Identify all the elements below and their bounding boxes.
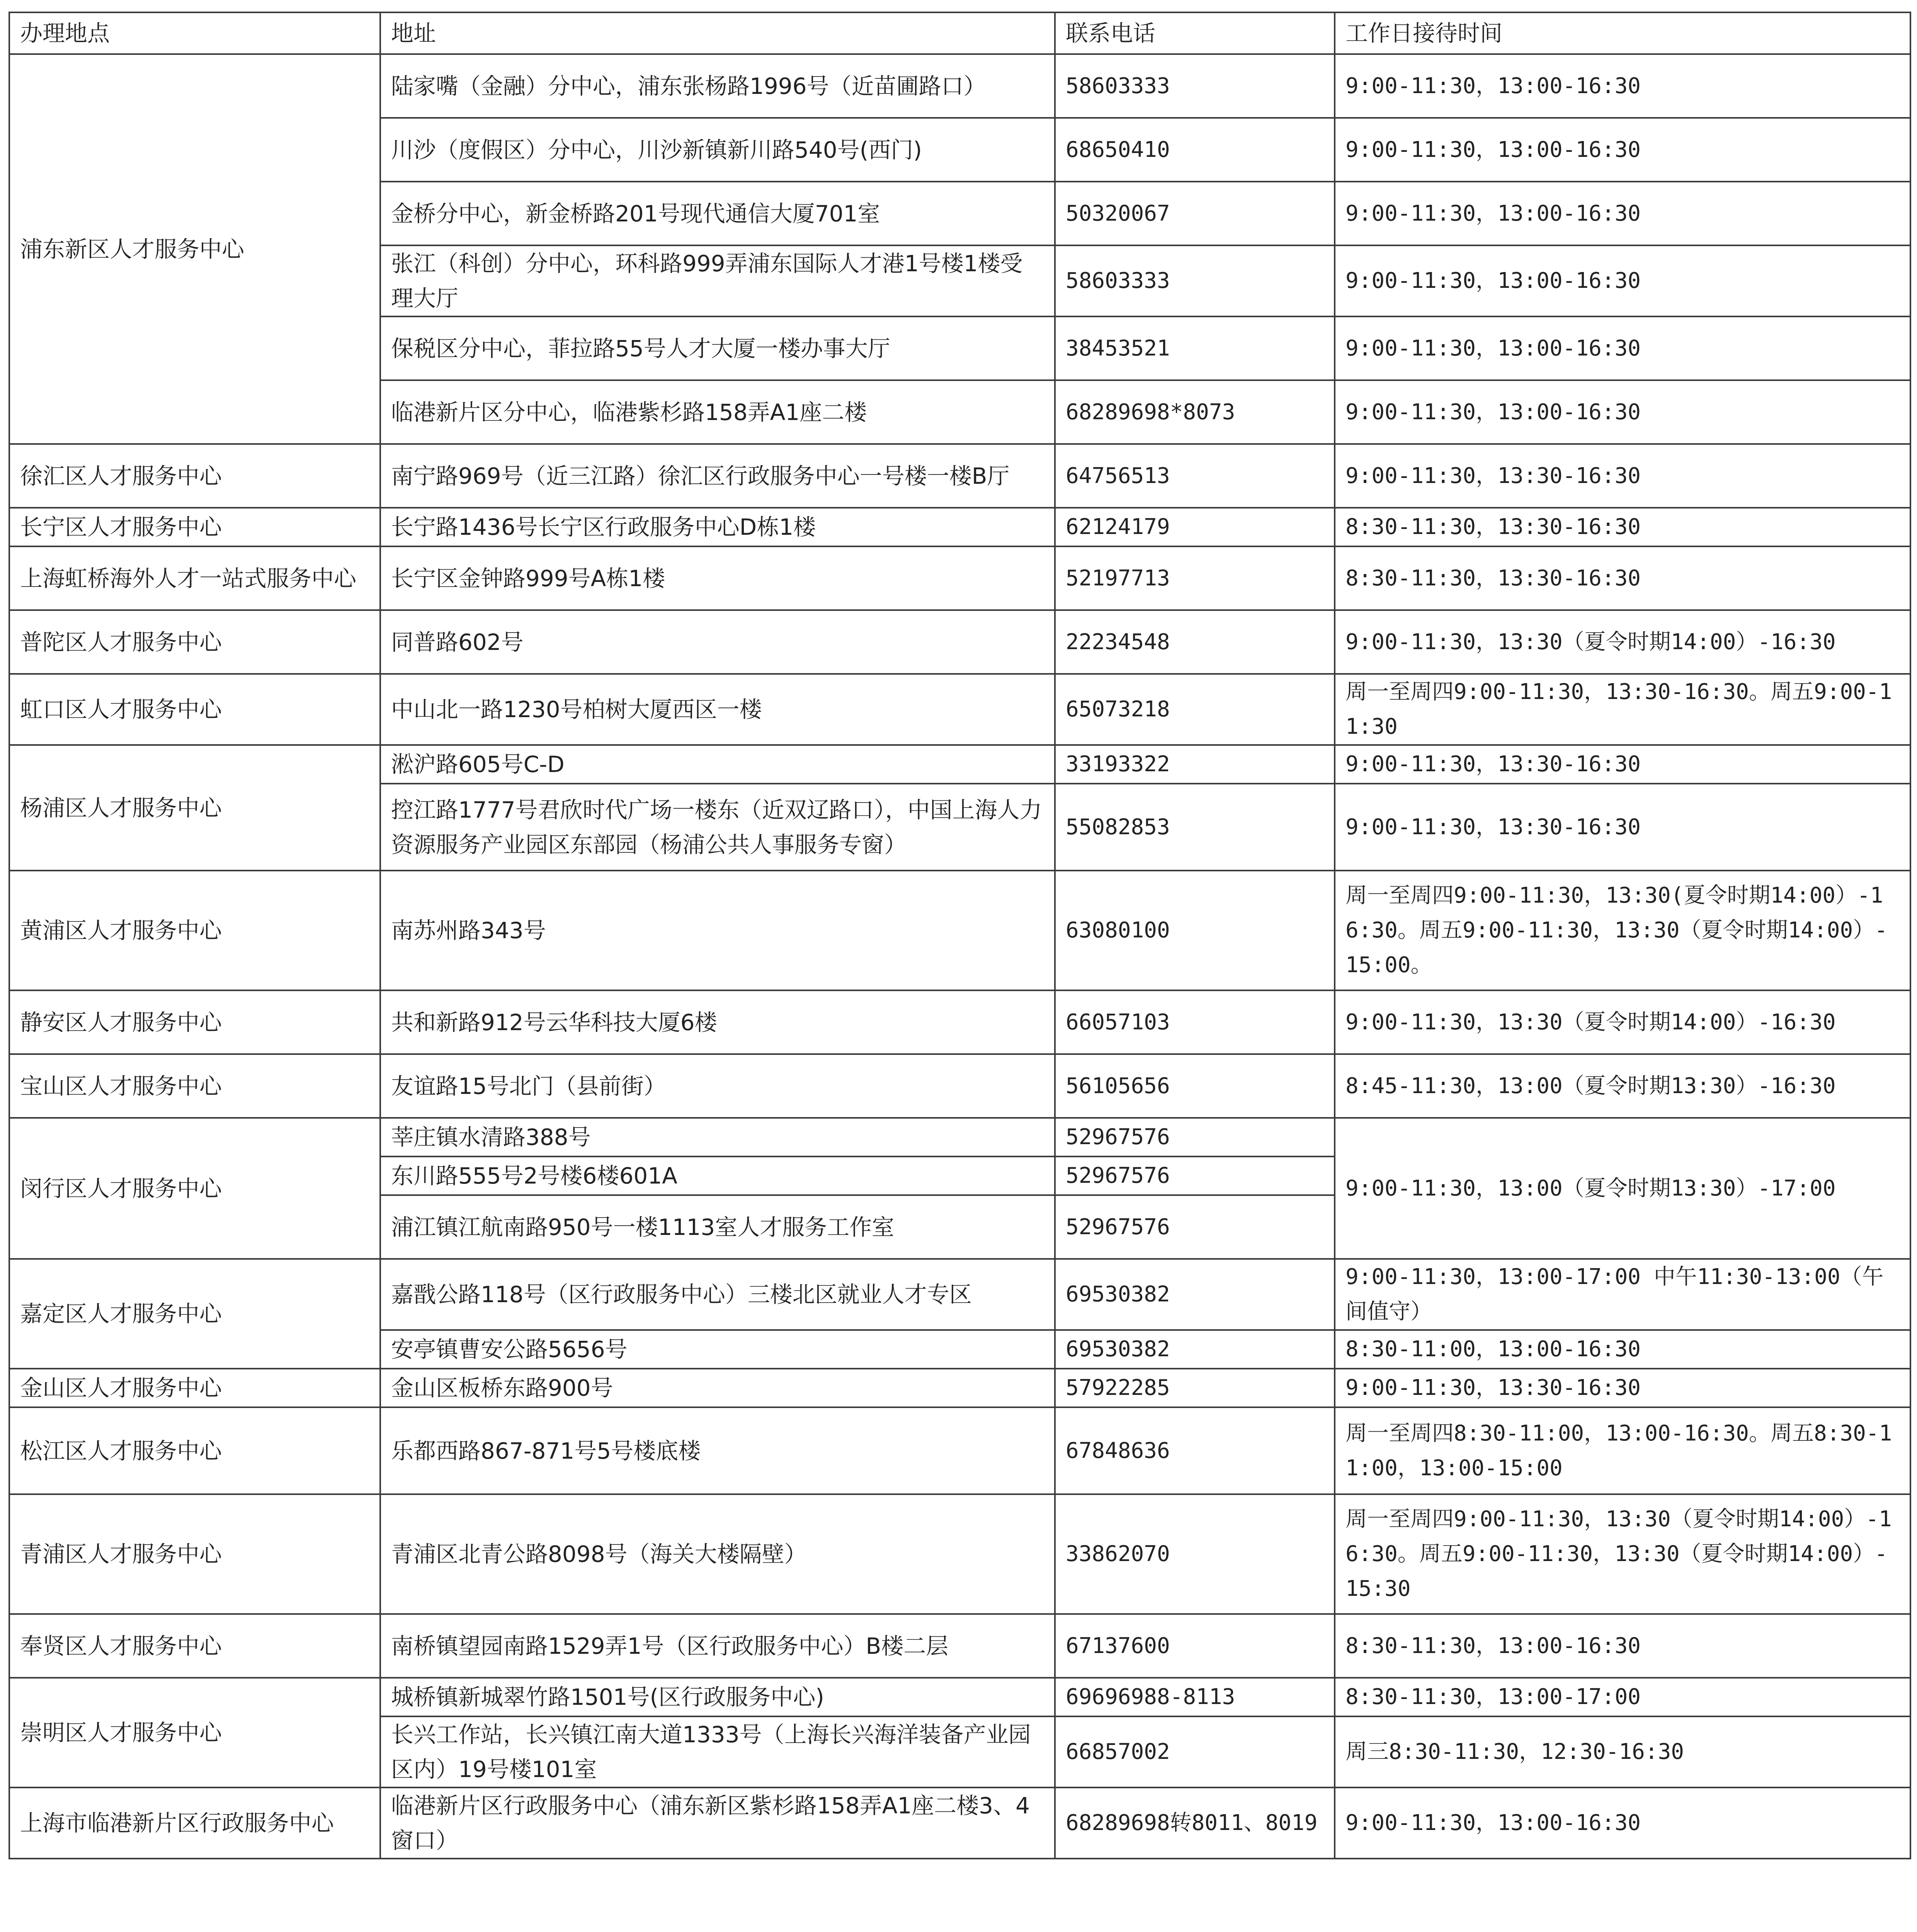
address-cell: 安亭镇曹安公路5656号 [380,1330,1055,1369]
address-cell: 莘庄镇水清路388号 [380,1118,1055,1156]
address-cell: 临港新片区行政服务中心（浦东新区紫杉路158弄A1座二楼3、4窗口） [380,1787,1055,1859]
hours-cell: 8:30-11:30，13:00-17:00 [1335,1678,1910,1716]
service-center-table [9,12,1911,1859]
location-cell: 徐汇区人才服务中心 [9,444,380,508]
hours-cell: 8:30-11:00，13:00-16:30 [1335,1330,1910,1369]
hours-cell: 9:00-11:30，13:00-16:30 [1335,245,1910,316]
location-cell: 静安区人才服务中心 [9,990,380,1054]
table-row [9,1369,1910,1407]
table-row [9,546,1910,610]
header-address: 地址 [380,12,1055,54]
address-cell: 同普路602号 [380,610,1055,674]
address-cell: 张江（科创）分中心，环科路999弄浦东国际人才港1号楼1楼受理大厅 [380,245,1055,316]
hours-cell: 9:00-11:30，13:30-16:30 [1335,1369,1910,1407]
phone-cell: 63080100 [1055,871,1335,990]
table-row [9,745,1910,784]
location-cell: 崇明区人才服务中心 [9,1678,380,1787]
phone-cell: 52197713 [1055,546,1335,610]
table-row [9,674,1910,745]
phone-cell: 67137600 [1055,1614,1335,1678]
phone-cell: 33862070 [1055,1494,1335,1614]
hours-cell: 8:30-11:30，13:30-16:30 [1335,546,1910,610]
location-cell: 闵行区人才服务中心 [9,1118,380,1259]
address-cell: 临港新片区分中心，临港紫杉路158弄A1座二楼 [380,380,1055,444]
address-cell: 中山北一路1230号柏树大厦西区一楼 [380,674,1055,745]
hours-cell: 9:00-11:30，13:30-16:30 [1335,784,1910,871]
table-row [9,1678,1910,1716]
location-cell: 虹口区人才服务中心 [9,674,380,745]
phone-cell: 52967576 [1055,1156,1335,1195]
location-cell: 上海虹桥海外人才一站式服务中心 [9,546,380,610]
address-cell: 长兴工作站，长兴镇江南大道1333号（上海长兴海洋装备产业园区内）19号楼101室 [380,1716,1055,1787]
address-cell: 保税区分中心，菲拉路55号人才大厦一楼办事大厅 [380,316,1055,380]
hours-cell: 9:00-11:30，13:00（夏令时期13:30）-17:00 [1335,1118,1910,1259]
table-row [9,1118,1910,1156]
address-cell: 共和新路912号云华科技大厦6楼 [380,990,1055,1054]
address-cell: 青浦区北青公路8098号（海关大楼隔壁） [380,1494,1055,1614]
address-cell: 长宁路1436号长宁区行政服务中心D栋1楼 [380,508,1055,546]
hours-cell: 9:00-11:30，13:30-16:30 [1335,444,1910,508]
phone-cell: 58603333 [1055,245,1335,316]
hours-cell: 8:30-11:30，13:00-16:30 [1335,1614,1910,1678]
table-row [9,1259,1910,1330]
location-cell: 浦东新区人才服务中心 [9,54,380,444]
hours-cell: 周一至周四9:00-11:30，13:30(夏令时期14:00）-16:30。周五9:00-11:30，13:30（夏令时期14:00）-15:00。 [1335,871,1910,990]
table-row [9,1614,1910,1678]
hours-cell: 9:00-11:30，13:00-16:30 [1335,54,1910,118]
location-cell: 普陀区人才服务中心 [9,610,380,674]
hours-cell: 9:00-11:30，13:00-16:30 [1335,182,1910,245]
address-cell: 淞沪路605号C-D [380,745,1055,784]
hours-cell: 9:00-11:30，13:30（夏令时期14:00）-16:30 [1335,990,1910,1054]
hours-cell: 9:00-11:30，13:00-16:30 [1335,380,1910,444]
address-cell: 长宁区金钟路999号A栋1楼 [380,546,1055,610]
address-cell: 嘉戬公路118号（区行政服务中心）三楼北区就业人才专区 [380,1259,1055,1330]
location-cell: 青浦区人才服务中心 [9,1494,380,1614]
phone-cell: 69696988-8113 [1055,1678,1335,1716]
location-cell: 宝山区人才服务中心 [9,1054,380,1118]
address-cell: 南苏州路343号 [380,871,1055,990]
phone-cell: 68650410 [1055,118,1335,182]
location-cell: 杨浦区人才服务中心 [9,745,380,871]
address-cell: 川沙（度假区）分中心，川沙新镇新川路540号(西门) [380,118,1055,182]
location-cell: 松江区人才服务中心 [9,1407,380,1494]
phone-cell: 65073218 [1055,674,1335,745]
table-row [9,610,1910,674]
hours-cell: 9:00-11:30，13:00-16:30 [1335,118,1910,182]
phone-cell: 56105656 [1055,1054,1335,1118]
hours-cell: 8:45-11:30，13:00（夏令时期13:30）-16:30 [1335,1054,1910,1118]
phone-cell: 68289698转8011、8019 [1055,1787,1335,1859]
hours-cell: 9:00-11:30，13:00-17:00 中午11:30-13:00（午间值守） [1335,1259,1910,1330]
table-body [9,54,1910,1859]
address-cell: 浦江镇江航南路950号一楼1113室人才服务工作室 [380,1195,1055,1259]
table-row [9,1787,1910,1859]
hours-cell: 9:00-11:30，13:00-16:30 [1335,1787,1910,1859]
hours-cell: 周一至周四9:00-11:30，13:30（夏令时期14:00）-16:30。周五9:00-11:30，13:30（夏令时期14:00）-15:30 [1335,1494,1910,1614]
phone-cell: 55082853 [1055,784,1335,871]
address-cell: 南宁路969号（近三江路）徐汇区行政服务中心一号楼一楼B厅 [380,444,1055,508]
table-row [9,508,1910,546]
phone-cell: 66857002 [1055,1716,1335,1787]
address-cell: 城桥镇新城翠竹路1501号(区行政服务中心) [380,1678,1055,1716]
phone-cell: 52967576 [1055,1195,1335,1259]
address-cell: 乐都西路867-871号5号楼底楼 [380,1407,1055,1494]
table-row [9,871,1910,990]
address-cell: 控江路1777号君欣时代广场一楼东（近双辽路口），中国上海人力资源服务产业园区东部园（杨浦公共人事服务专窗） [380,784,1055,871]
header-location: 办理地点 [9,12,380,54]
address-cell: 友谊路15号北门（县前街） [380,1054,1055,1118]
phone-cell: 58603333 [1055,54,1335,118]
location-cell: 金山区人才服务中心 [9,1369,380,1407]
location-cell: 奉贤区人才服务中心 [9,1614,380,1678]
hours-cell: 9:00-11:30，13:00-16:30 [1335,316,1910,380]
hours-cell: 9:00-11:30，13:30-16:30 [1335,745,1910,784]
hours-cell: 周一至周四8:30-11:00，13:00-16:30。周五8:30-11:00，13:00-15:00 [1335,1407,1910,1494]
phone-cell: 64756513 [1055,444,1335,508]
phone-cell: 69530382 [1055,1330,1335,1369]
hours-cell: 周三8:30-11:30，12:30-16:30 [1335,1716,1910,1787]
phone-cell: 67848636 [1055,1407,1335,1494]
table-row [9,990,1910,1054]
address-cell: 金山区板桥东路900号 [380,1369,1055,1407]
table-row [9,444,1910,508]
phone-cell: 50320067 [1055,182,1335,245]
phone-cell: 22234548 [1055,610,1335,674]
header-phone: 联系电话 [1055,12,1335,54]
location-cell: 黄浦区人才服务中心 [9,871,380,990]
hours-cell: 8:30-11:30，13:30-16:30 [1335,508,1910,546]
header-hours: 工作日接待时间 [1335,12,1910,54]
table-row [9,1494,1910,1614]
location-cell: 长宁区人才服务中心 [9,508,380,546]
table-row [9,1407,1910,1494]
hours-cell: 9:00-11:30，13:30（夏令时期14:00）-16:30 [1335,610,1910,674]
address-cell: 金桥分中心，新金桥路201号现代通信大厦701室 [380,182,1055,245]
address-cell: 南桥镇望园南路1529弄1号（区行政服务中心）B楼二层 [380,1614,1055,1678]
address-cell: 东川路555号2号楼6楼601A [380,1156,1055,1195]
address-cell: 陆家嘴（金融）分中心，浦东张杨路1996号（近苗圃路口） [380,54,1055,118]
phone-cell: 57922285 [1055,1369,1335,1407]
location-cell: 嘉定区人才服务中心 [9,1259,380,1369]
hours-cell: 周一至周四9:00-11:30，13:30-16:30。周五9:00-11:30 [1335,674,1910,745]
phone-cell: 68289698*8073 [1055,380,1335,444]
table-row [9,1054,1910,1118]
phone-cell: 33193322 [1055,745,1335,784]
phone-cell: 69530382 [1055,1259,1335,1330]
phone-cell: 66057103 [1055,990,1335,1054]
table-row [9,54,1910,118]
phone-cell: 38453521 [1055,316,1335,380]
table-header-row [9,12,1910,54]
location-cell: 上海市临港新片区行政服务中心 [9,1787,380,1859]
phone-cell: 62124179 [1055,508,1335,546]
phone-cell: 52967576 [1055,1118,1335,1156]
